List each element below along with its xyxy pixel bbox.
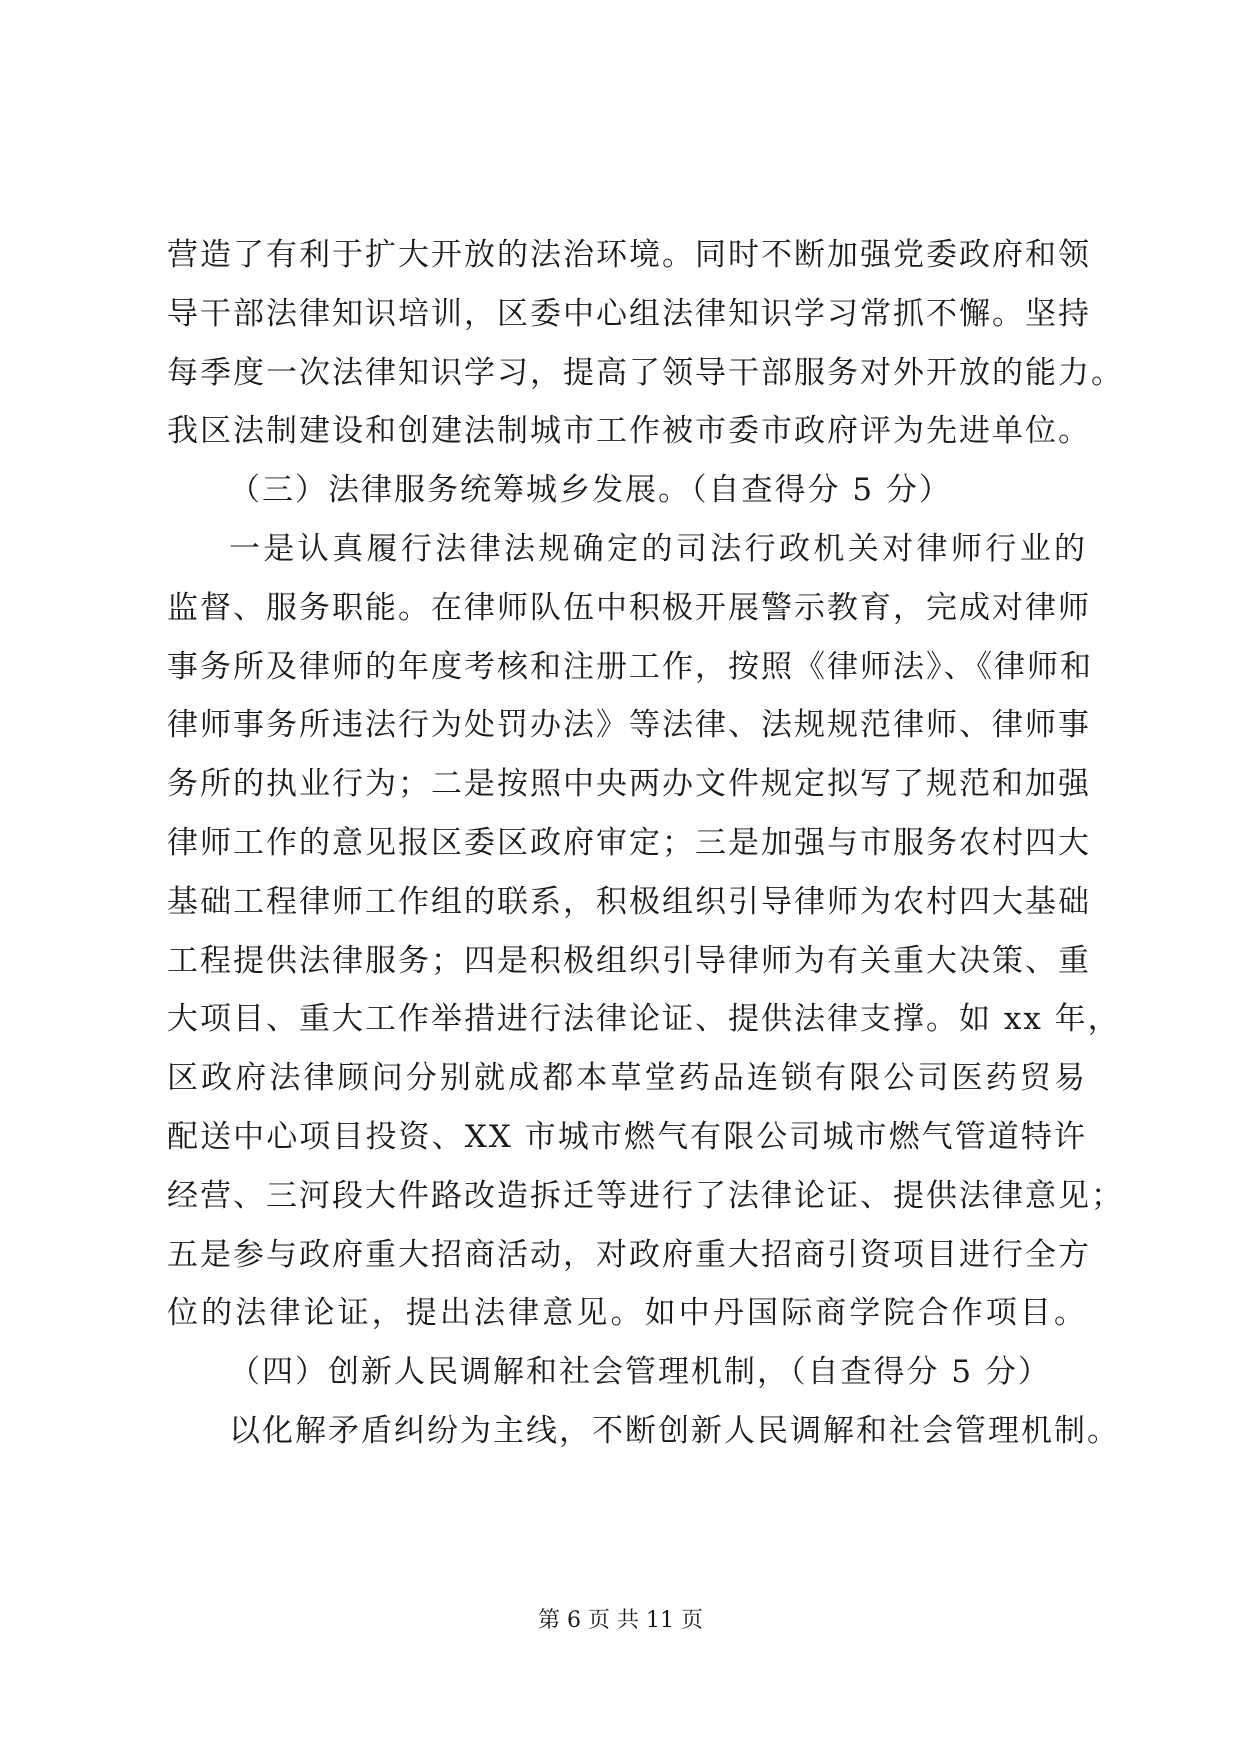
text-line: 律师工作的意见报区委区政府审定；三是加强与市服务农村四大 — [167, 824, 1091, 861]
text-line: 每季度一次法律知识学习，提高了领导干部服务对外开放的能力。 — [167, 354, 1124, 391]
text-line: 大项目、重大工作举措进行法律论证、提供法律支撑。如 xx 年， — [167, 1001, 1121, 1038]
text-line: 营造了有利于扩大开放的法治环境。同时不断加强党委政府和领 — [167, 237, 1091, 273]
text-line: （四）创新人民调解和社会管理机制，（自查得分 5 分） — [229, 1354, 1051, 1391]
text-line: 经营、三河段大件路改造拆迁等进行了法律论证、提供法律意见； — [167, 1177, 1124, 1214]
text-line: 监督、服务职能。在律师队伍中积极开展警示教育，完成对律师 — [167, 589, 1091, 626]
text-line: 我区法制建设和创建法制城市工作被市委市政府评为先进单位。 — [167, 413, 1091, 450]
text-line: 工程提供法律服务；四是积极组织引导律师为有关重大决策、重 — [167, 942, 1091, 979]
text-line: 基础工程律师工作组的联系，积极组织引导律师为农村四大基础 — [167, 883, 1091, 920]
text-line: 五是参与政府重大招商活动，对政府重大招商引资项目进行全方 — [167, 1236, 1091, 1273]
text-line: （三）法律服务统筹城乡发展。（自查得分 5 分） — [229, 472, 952, 509]
text-line: 一是认真履行法律法规确定的司法行政机关对律师行业的 — [229, 530, 1087, 567]
body-text — [167, 226, 1124, 1461]
text-line: 务所的执业行为；二是按照中央两办文件规定拟写了规范和加强 — [167, 766, 1091, 803]
text-line: 事务所及律师的年度考核和注册工作，按照《律师法》、《律师和 — [167, 648, 1093, 685]
text-line: 位的法律论证，提出法律意见。如中丹国际商学院合作项目。 — [167, 1295, 1087, 1332]
text-line: 以化解矛盾纠纷为主线，不断创新人民调解和社会管理机制。 — [229, 1412, 1120, 1449]
text-line: 导干部法律知识培训，区委中心组法律知识学习常抓不懈。坚持 — [167, 295, 1091, 332]
text-line: 律师事务所违法行为处罚办法》等法律、法规规范律师、律师事 — [167, 707, 1091, 744]
page-footer: 第 6 页 共 11 页 — [538, 1608, 703, 1633]
text-line: 区政府法律顾问分别就成都本草堂药品连锁有限公司医药贸易 — [167, 1060, 1087, 1097]
text-line: 配送中心项目投资、XX 市城市燃气有限公司城市燃气管道特许 — [167, 1118, 1087, 1155]
